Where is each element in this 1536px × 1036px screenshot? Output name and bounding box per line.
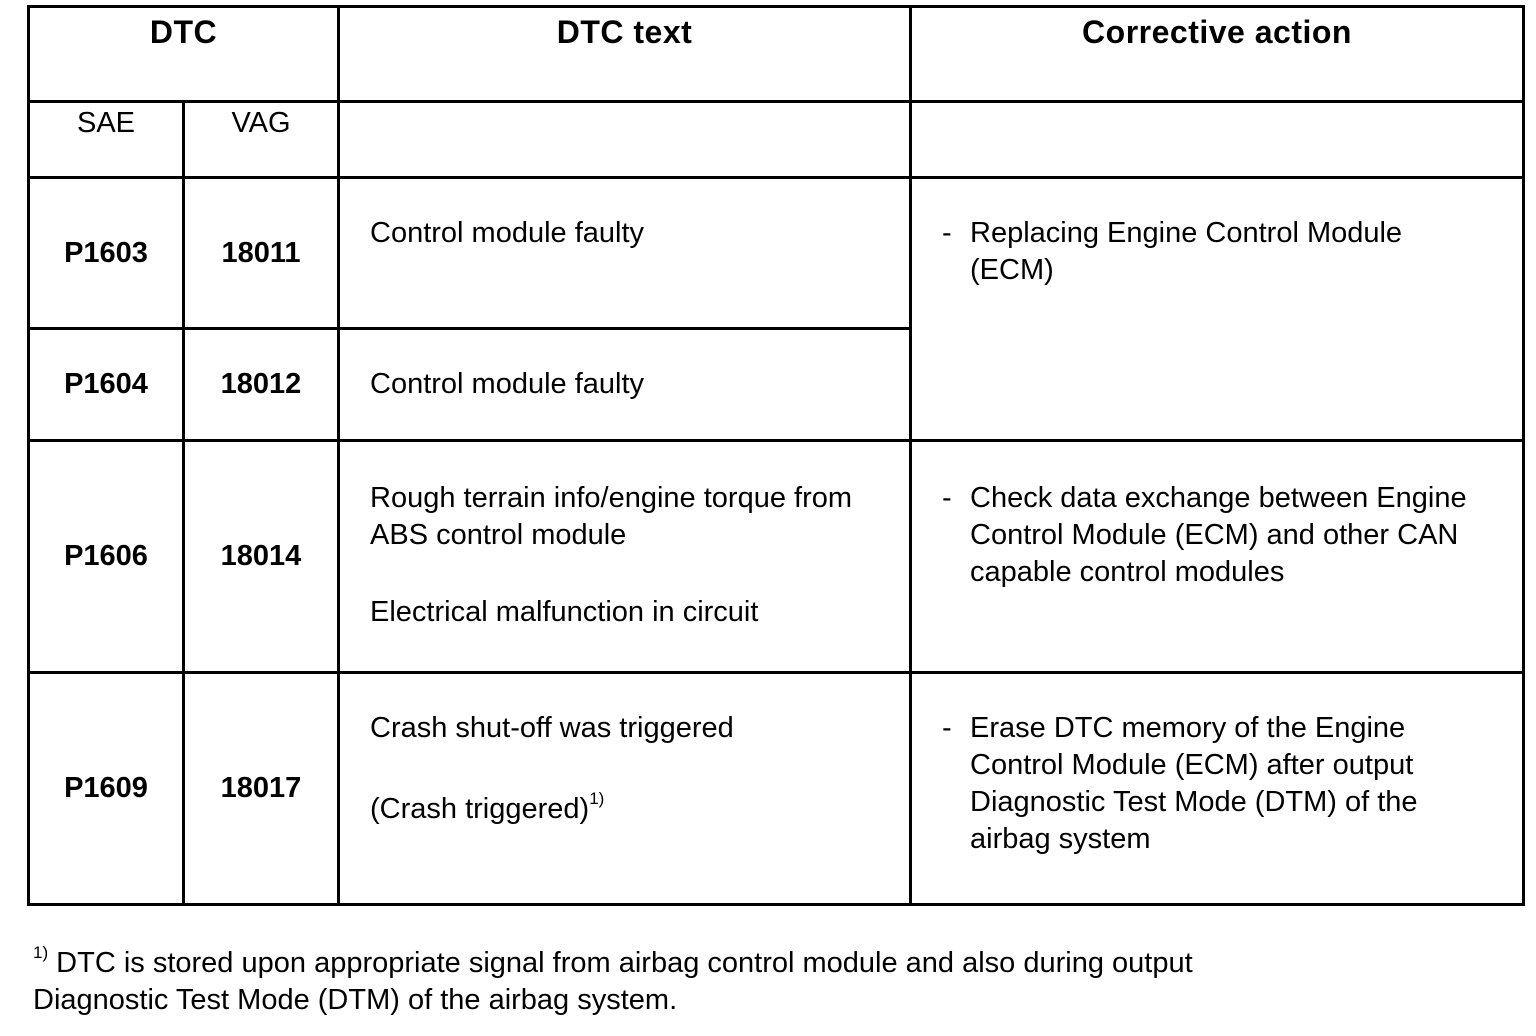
vag-code: 18012 (184, 329, 339, 441)
action-text: Replacing Engine Control Module (ECM) (970, 217, 1403, 286)
dtc-text: Control module faulty (370, 217, 645, 249)
vag-code: 18011 (184, 178, 339, 329)
footnote (33, 945, 1333, 1019)
table-subheader-row (29, 102, 1524, 178)
header-dtc-text: DTC text (339, 7, 911, 102)
action-text: Erase DTC memory of the Engine Control Module (ECM) after output Diagnostic Test Mode (DTM) of the airbag system (970, 712, 1418, 855)
dtc-table (27, 5, 1525, 906)
dtc-text-cell (339, 178, 911, 329)
footnote-reference: 1) (589, 789, 605, 808)
dash-bullet: - (942, 712, 952, 744)
corrective-action-cell (911, 178, 1524, 441)
subheader-empty-action (911, 102, 1524, 178)
footnote-marker: 1) (33, 943, 49, 962)
subheader-empty-text (339, 102, 911, 178)
corrective-action-cell (911, 673, 1524, 905)
dtc-text-cell (339, 329, 911, 441)
dash-bullet: - (942, 217, 952, 249)
dtc-text: Rough terrain info/engine torque from ABS control module (370, 482, 853, 551)
action-item (942, 215, 1522, 289)
dtc-text-secondary: Electrical malfunction in circuit (370, 596, 759, 628)
sae-code: P1609 (29, 673, 184, 905)
header-dtc: DTC (29, 7, 339, 102)
table-row (29, 673, 1524, 905)
header-corrective-action: Corrective action (911, 7, 1524, 102)
table-header-row (29, 7, 1524, 102)
sae-code: P1606 (29, 441, 184, 673)
vag-code: 18014 (184, 441, 339, 673)
header-sae: SAE (29, 102, 184, 178)
dtc-text-cell (339, 673, 911, 905)
action-item (942, 710, 1522, 858)
sae-code: P1604 (29, 329, 184, 441)
dtc-text-crash: (Crash triggered) (370, 793, 590, 825)
dtc-text: Control module faulty (370, 368, 645, 400)
dtc-text-secondary (370, 791, 909, 828)
vag-code: 18017 (184, 673, 339, 905)
table-row (29, 178, 1524, 329)
action-item (942, 480, 1522, 591)
sae-code: P1603 (29, 178, 184, 329)
dtc-text-cell (339, 441, 911, 673)
footnote-text: DTC is stored upon appropriate signal from airbag control module and also during output Diagnostic Test Mode (DTM) of the airbag system. (33, 947, 1193, 1016)
header-vag: VAG (184, 102, 339, 178)
dash-bullet: - (942, 482, 952, 514)
action-text: Check data exchange between Engine Control Module (ECM) and other CAN capable control modules (970, 482, 1467, 588)
corrective-action-cell (911, 441, 1524, 673)
table-row (29, 441, 1524, 673)
dtc-text: Crash shut-off was triggered (370, 712, 734, 744)
